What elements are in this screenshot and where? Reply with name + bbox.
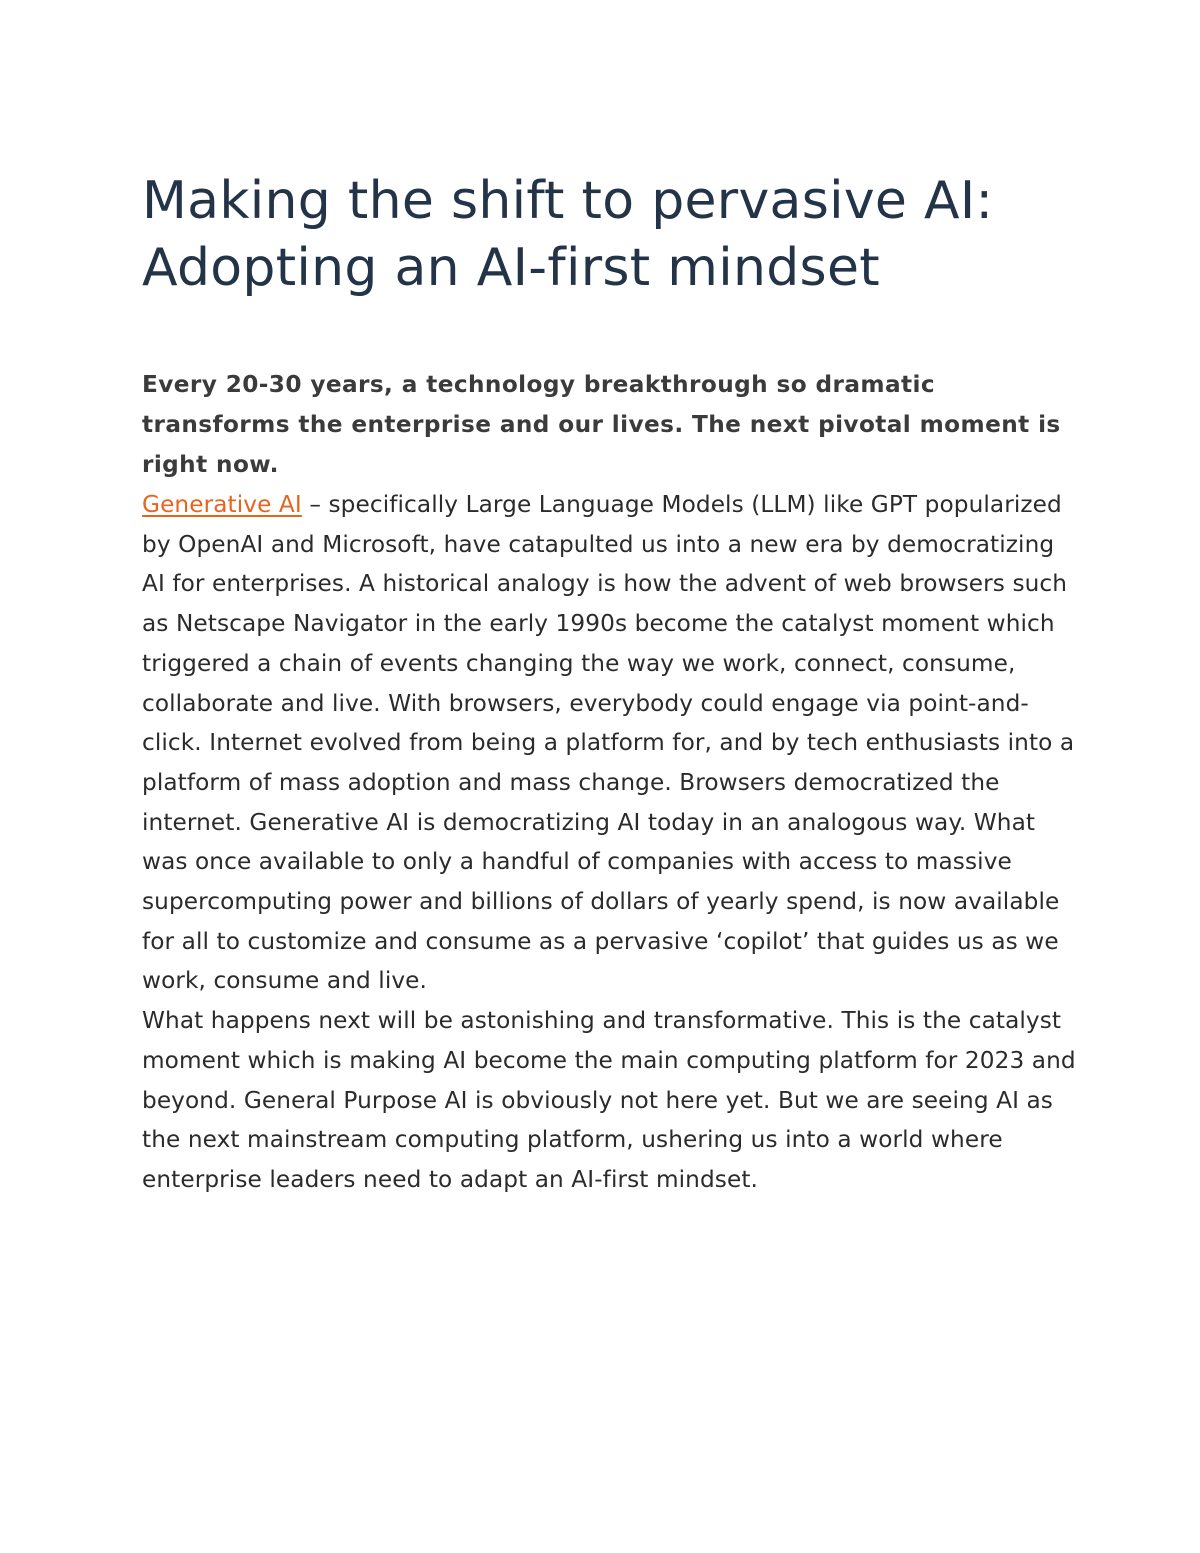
generative-ai-link[interactable]: Generative AI — [142, 491, 302, 518]
lead-paragraph: Every 20-30 years, a technology breakthrough so dramatic transforms the enterprise and our lives. The next pivotal moment is right now. — [142, 371, 1061, 478]
body-paragraph-1-text: – specifically Large Language Models (LLM) like GPT popularized by OpenAI and Microsoft, have catapulted us into a new era by democratizing AI for enterprises. A historical analogy is how the advent of web browsers such as Netscape Navigator in the early 1990s become the catalyst moment which triggered a chain of events changing the way we work, connect, consume, collaborate and live. With browsers, everybody could engage via point-and-click. Internet evolved from being a platform for, and by tech enthusiasts into a platform of mass adoption and mass change. Browsers democratized the internet. Generative AI is democratizing AI today in an analogous way. What was once available to only a handful of companies with access to massive supercomputing power and billions of dollars of yearly spend, is now available for all to customize and consume as a pervasive ‘copilot’ that guides us as we work, consume and live. — [142, 491, 1075, 995]
document-page — [142, 168, 1077, 1200]
article-title — [142, 168, 1077, 302]
body-paragraph-2: What happens next will be astonishing and transformative. This is the catalyst moment which is making AI become the main computing platform for 2023 and beyond. General Purpose AI is obviously not here yet. But we are seeing AI as the next mainstream computing platform, ushering us into a world where enterprise leaders need to adapt an AI-first mindset. — [142, 1007, 1076, 1193]
body-paragraph-1 — [142, 485, 1077, 1001]
title-line-1: Making the shift to pervasive AI: — [142, 171, 994, 231]
title-line-2: Adopting an AI-first mindset — [142, 238, 880, 298]
